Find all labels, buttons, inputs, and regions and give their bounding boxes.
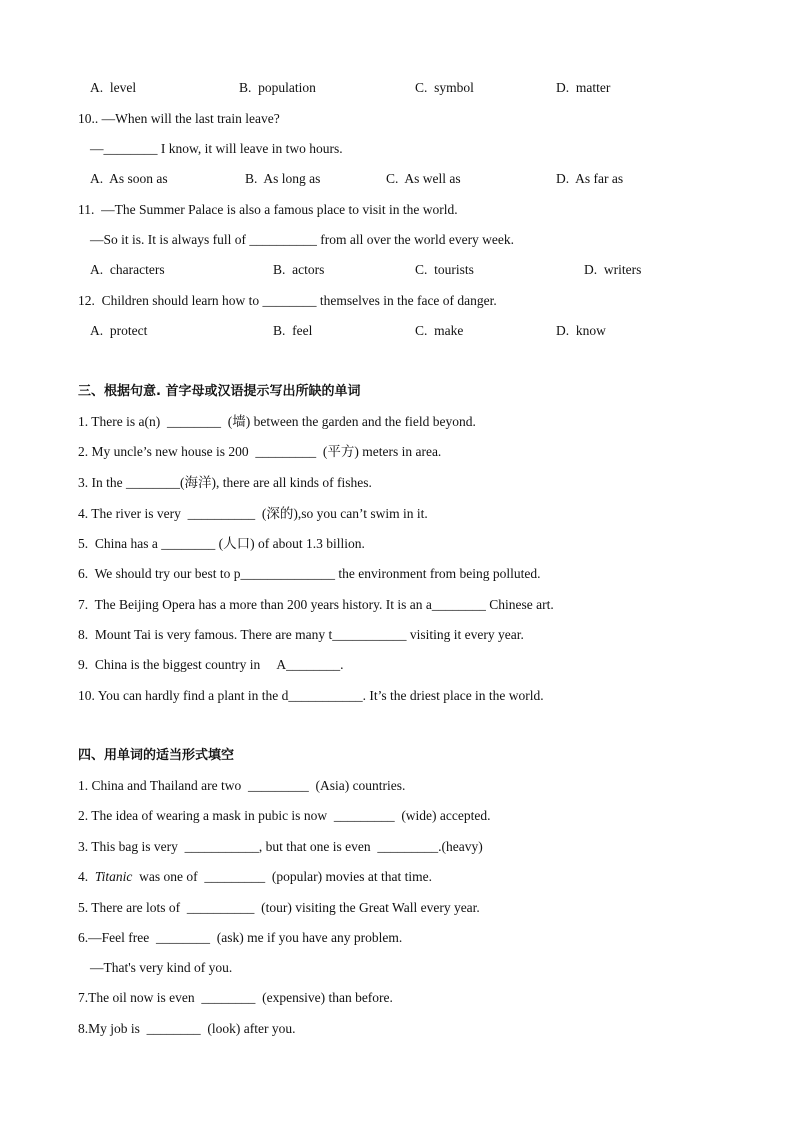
movie-title: Titanic xyxy=(94,869,133,884)
section-3-item-2: 2. My uncle’s new house is 200 _________ (平方) meters in area. xyxy=(78,444,442,459)
option-a: A. characters xyxy=(90,262,165,277)
option-d: D. know xyxy=(556,323,606,338)
item-4-number: 4. xyxy=(78,869,95,884)
option-d: D. As far as xyxy=(556,171,624,186)
option-c: C. As well as xyxy=(386,171,461,186)
section-4-item-6: 6.—Feel free ________ (ask) me if you have any problem. xyxy=(78,930,403,945)
section-4-item-8: 8.My job is ________ (look) after you. xyxy=(78,1021,296,1036)
section-3-heading: 三、根据句意. 首字母或汉语提示写出所缺的单词 xyxy=(78,384,361,399)
section-3-item-10: 10. You can hardly find a plant in the d___________. It’s the driest place in the world. xyxy=(78,688,544,703)
option-a: A. level xyxy=(90,80,137,95)
section-4-item-3: 3. This bag is very ___________, but that one is even _________.(heavy) xyxy=(78,839,483,854)
option-d: D. writers xyxy=(584,262,642,277)
section-3-item-1: 1. There is a(n) ________ (墙) between the garden and the field beyond. xyxy=(78,414,476,429)
option-c: C. symbol xyxy=(415,80,474,95)
question-11-dialogue: —So it is. It is always full of __________ from all over the world every week. xyxy=(90,232,515,247)
section-3-item-3: 3. In the ________(海洋), there are all kinds of fishes. xyxy=(78,475,372,490)
option-d: D. matter xyxy=(556,80,611,95)
section-3-item-9: 9. China is the biggest country in A________. xyxy=(78,657,344,672)
section-4-item-7: 7.The oil now is even ________ (expensive) than before. xyxy=(78,990,393,1005)
section-3-item-8: 8. Mount Tai is very famous. There are many t___________ visiting it every year. xyxy=(78,627,524,642)
option-b: B. population xyxy=(239,80,316,95)
option-b: B. feel xyxy=(273,323,313,338)
q11-options xyxy=(90,261,730,279)
option-c: C. make xyxy=(415,323,464,338)
question-11: 11. —The Summer Palace is also a famous place to visit in the world. xyxy=(78,202,458,217)
item-4-text: was one of _________ (popular) movies at that time. xyxy=(132,869,432,884)
section-3-item-4: 4. The river is very __________ (深的),so you can’t swim in it. xyxy=(78,506,428,521)
option-b: B. actors xyxy=(273,262,325,277)
section-4-item-1: 1. China and Thailand are two _________ (Asia) countries. xyxy=(78,778,406,793)
section-3-item-6: 6. We should try our best to p______________ the environment from being polluted. xyxy=(78,566,541,581)
section-3-item-5: 5. China has a ________ (人口) of about 1.3 billion. xyxy=(78,536,365,551)
section-4-item-4 xyxy=(78,868,432,886)
option-a: A. protect xyxy=(90,323,148,338)
section-3-item-7: 7. The Beijing Opera has a more than 200 years history. It is an a________ Chinese art. xyxy=(78,597,554,612)
question-12: 12. Children should learn how to ________ themselves in the face of danger. xyxy=(78,293,497,308)
section-4-item-5: 5. There are lots of __________ (tour) visiting the Great Wall every year. xyxy=(78,900,480,915)
option-b: B. As long as xyxy=(245,171,321,186)
q9-options xyxy=(90,79,730,97)
section-4-heading: 四、用单词的适当形式填空 xyxy=(78,748,235,763)
option-a: A. As soon as xyxy=(90,171,168,186)
q10-options xyxy=(90,170,730,188)
question-10-dialogue: —________ I know, it will leave in two hours. xyxy=(90,141,343,156)
section-4-item-6-reply: —That's very kind of you. xyxy=(90,960,233,975)
q12-options xyxy=(90,322,730,340)
section-4-item-2: 2. The idea of wearing a mask in pubic is now _________ (wide) accepted. xyxy=(78,808,491,823)
question-10: 10.. —When will the last train leave? xyxy=(78,111,280,126)
option-c: C. tourists xyxy=(415,262,474,277)
